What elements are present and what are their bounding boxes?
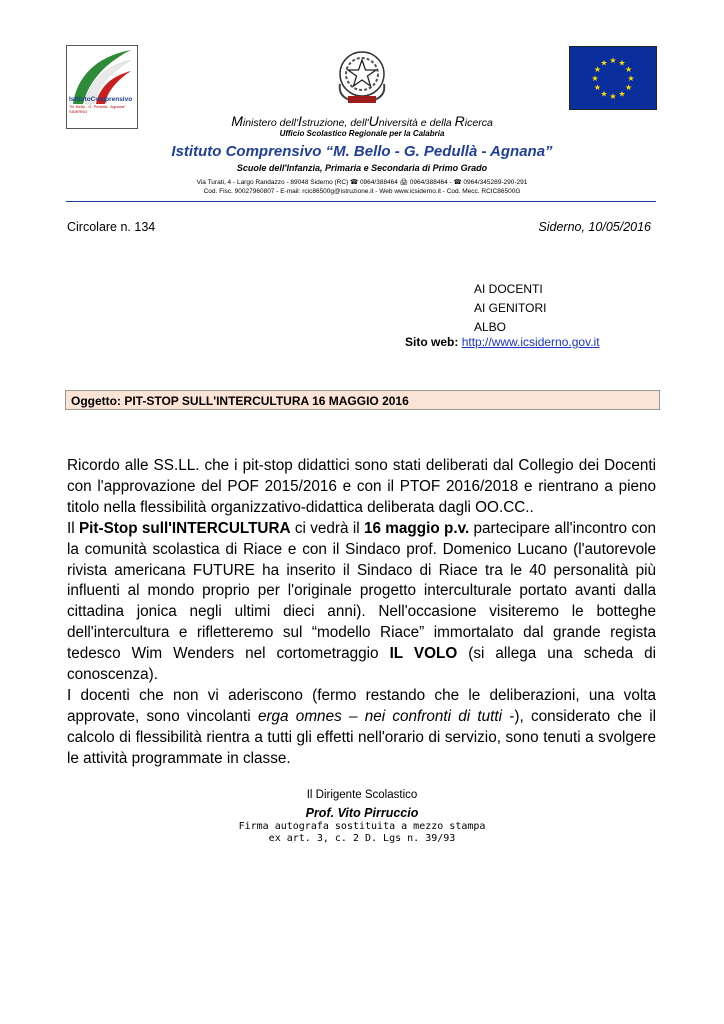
italian-republic-emblem-icon — [330, 44, 394, 108]
eu-flag-icon — [569, 46, 657, 110]
signature-note-2: ex art. 3, c. 2 D. Lgs n. 39/93 — [268, 833, 456, 844]
body-p3-latin: erga omnes – nei confronti di tutti — [257, 707, 503, 725]
ministry-initial-r: R — [454, 113, 465, 129]
body-p2-text-a: Il — [67, 519, 79, 537]
school-logo-subtext: "M. Bello - G. Pedullà - Agnana" SIDERNO — [69, 104, 126, 114]
body-p2-date: 16 maggio p.v. — [363, 519, 470, 537]
regional-office: Ufficio Scolastico Regionale per la Calabria — [279, 129, 445, 138]
eu-star-icon: ★ — [591, 74, 599, 83]
body-p2-text-e: partecipare all'incontro con la comunità scolastica di Riace e con il Sindaco prof. Domenico Lucano (l'autorevole rivista americana FUTURE ha inserito il Sindaco di Riace tra le 40 personalità più influenti al mondo proprio per l'originale progetto interculturale portato avanti dalla cittadina jonica negli ultimi dieci anni). Nell'occasione visiteremo le botteghe dell'intercultura e rifletteremo sul “modello Riace” immortalato dal grande regista tedesco Wim Wenders nel cortometraggio — [67, 519, 657, 663]
letter-body — [67, 456, 656, 770]
body-paragraph-3 — [67, 686, 656, 770]
fiscal-line: Cod. Fisc. 90027960807 - E-mail: rcic86500g@istruzione.it - Web www.icsiderno.it - Cod. Mecc. RCIC86500G — [203, 188, 521, 195]
eu-star-icon: ★ — [627, 74, 635, 83]
eu-star-icon: ★ — [593, 83, 601, 92]
place-date: Siderno, 10/05/2016 — [538, 220, 651, 234]
eu-star-icon: ★ — [625, 65, 633, 74]
recipient-albo: ALBO — [474, 320, 507, 334]
body-p2-film: IL VOLO — [389, 645, 458, 663]
signatory-role: Il Dirigente Scolastico — [306, 789, 418, 801]
circular-number: Circolare n. 134 — [67, 220, 156, 234]
eu-star-icon: ★ — [609, 92, 617, 101]
recipient-parents: AI GENITORI — [474, 301, 547, 315]
body-p2-text-c: ci vedrà il — [290, 519, 364, 537]
recipient-teachers: AI DOCENTI — [474, 282, 543, 296]
signature-note-1: Firma autografa sostituita a mezzo stampa — [238, 821, 486, 832]
ministry-text-1: inistero dell' — [242, 117, 298, 129]
eu-star-icon: ★ — [618, 58, 626, 68]
body-p3-text-a: I docenti che non vi aderiscono (fermo restando che le deliberazioni, una volta approvate, sono vincolanti — [67, 686, 656, 725]
body-p3-text-c: -), considerato che il calcolo di flessibilità rientra a tutti gli effetti nell'orario di servizio, sono tenuti a svolgere le attività programmate in classe. — [67, 707, 657, 767]
ministry-initial-u: U — [368, 113, 379, 129]
eu-star-icon: ★ — [618, 89, 626, 99]
website-link[interactable]: http://www.icsiderno.gov.it — [461, 335, 600, 349]
body-p2-event: Pit-Stop sull'INTERCULTURA — [78, 519, 291, 537]
eu-star-icon: ★ — [593, 65, 601, 74]
address-line: Via Turati, 4 - Largo Randazzo - 89048 Siderno (RC) ☎ 0964/388464 🖨 0964/388464 - ☎ 0964/345289-290-291 — [196, 179, 528, 186]
body-paragraph-2 — [67, 519, 656, 686]
subject-box: Oggetto: PIT-STOP SULL'INTERCULTURA 16 MAGGIO 2016 — [65, 390, 660, 410]
school-name: Istituto Comprensivo “M. Bello - G. Pedullà - Agnana” — [171, 143, 553, 160]
body-p2-text-g: (si allega una scheda di conoscenza). — [67, 645, 656, 684]
website-line — [405, 335, 600, 349]
header-divider — [66, 201, 656, 202]
ministry-line — [0, 113, 724, 129]
eu-star-icon: ★ — [609, 56, 617, 65]
website-label: Sito web: — [405, 335, 459, 349]
body-paragraph-1: Ricordo alle SS.LL. che i pit-stop didattici sono stati deliberati dal Collegio dei Docenti con l'approvazione del POF 2015/2016 e con il PTOF 2016/2018 e rientrano a pieno titolo nella flessibilità organizzativo-didattica deliberata dagli OO.CC.. — [67, 457, 656, 516]
ministry-text-2: struzione, dell' — [301, 117, 369, 129]
eu-star-icon: ★ — [600, 58, 608, 68]
eu-star-icon: ★ — [625, 83, 633, 92]
signatory-name: Prof. Vito Pirruccio — [305, 806, 419, 820]
eu-star-icon: ★ — [600, 89, 608, 99]
ministry-text-3: niversità e della — [378, 117, 455, 129]
ministry-initial-i: I — [297, 113, 302, 129]
ministry-initial-m: M — [231, 113, 243, 129]
school-logo-lettering: IstitutoComprensivo — [69, 96, 133, 103]
school-grades: Scuole dell'Infanzia, Primaria e Secondaria di Primo Grado — [236, 163, 488, 173]
ministry-text-4: icerca — [464, 117, 493, 129]
